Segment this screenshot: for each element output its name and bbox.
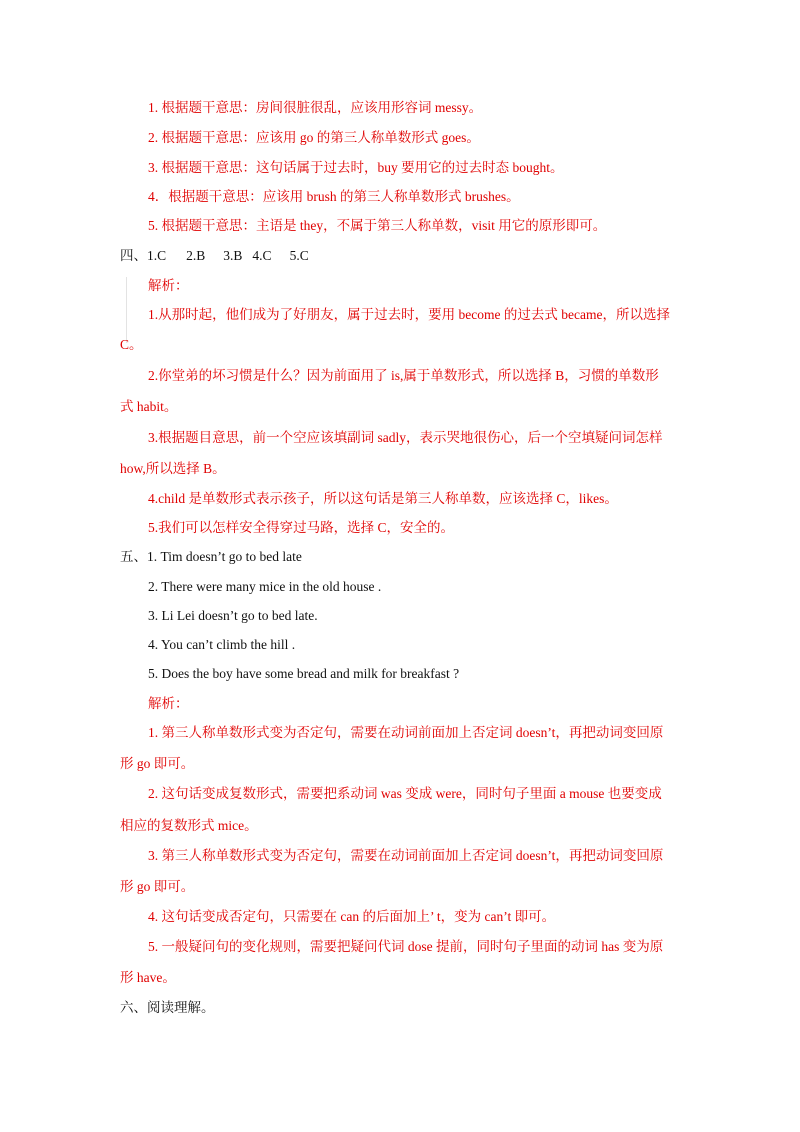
s5-answer-2: 2. There were many mice in the old house . <box>148 579 382 594</box>
s5-note-2-line1: 2. 这句话变成复数形式，需要把系动词 was 变成 were，同时句子里面 a mouse 也要变成 <box>148 786 662 801</box>
s4-answer-5: 5.C <box>289 248 309 263</box>
s4-note-2-line1: 2.你堂弟的坏习惯是什么？因为前面用了 is,属于单数形式，所以选择 B，习惯的单数形 <box>148 368 659 383</box>
s4-note-3-line1: 3.根据题目意思，前一个空应该填副词 sadly，表示哭地很伤心，后一个空填疑问词怎样 <box>148 430 663 445</box>
s5-analysis-label: 解析： <box>148 696 189 711</box>
s4-answer-row <box>120 246 309 266</box>
s5-answer-4: 4. You can’t climb the hill . <box>148 637 296 652</box>
s5-note-3-line1: 3. 第三人称单数形式变为否定句，需要在动词前面加上否定词 doesn’t，再把动词变回原 <box>148 848 664 863</box>
s4-note-5: 5.我们可以怎样安全得穿过马路，选择 C，安全的。 <box>148 520 455 535</box>
s3-note-5: 5. 根据题干意思：主语是 they，不属于第三人称单数，visit 用它的原形即可。 <box>148 218 607 233</box>
s4-heading: 四、 <box>120 248 147 263</box>
s5-note-5-line1: 5. 一般疑问句的变化规则，需要把疑问代词 dose 提前，同时句子里面的动词 has 变为原 <box>148 939 664 954</box>
s4-answer-1: 1.C <box>147 248 167 263</box>
s4-analysis-label: 解析： <box>148 278 189 293</box>
s4-answer-4: 4.C <box>252 248 272 263</box>
s4-note-1-line2: C。 <box>120 337 143 352</box>
s5-answer-1-row <box>120 547 302 567</box>
s5-note-2-line2: 相应的复数形式 mice。 <box>120 818 258 833</box>
s4-note-3-line2: how,所以选择 B。 <box>120 461 226 476</box>
s4-note-2-line2: 式 habit。 <box>120 399 178 414</box>
s4-answer-2: 2.B <box>186 248 206 263</box>
s4-note-1-line1: 1.从那时起，他们成为了好朋友，属于过去时，要用 become 的过去式 became，所以选择 <box>148 307 670 322</box>
s3-note-4: 4．根据题干意思：应该用 brush 的第三人称单数形式 brushes。 <box>148 189 520 204</box>
s5-note-4: 4. 这句话变成否定句，只需要在 can 的后面加上’ t，变为 can’t 即可。 <box>148 909 556 924</box>
s4-answer-3: 3.B <box>223 248 243 263</box>
s5-note-5-line2: 形 have。 <box>120 970 176 985</box>
s5-note-1-line1: 1. 第三人称单数形式变为否定句，需要在动词前面加上否定词 doesn’t，再把动词变回原 <box>148 725 664 740</box>
margin-bar <box>126 277 127 343</box>
s4-note-4: 4.child 是单数形式表示孩子，所以这句话是第三人称单数，应该选择 C，likes。 <box>148 491 618 506</box>
s3-note-2: 2. 根据题干意思：应该用 go 的第三人称单数形式 goes。 <box>148 130 480 145</box>
s5-note-1-line2: 形 go 即可。 <box>120 756 195 771</box>
s3-note-1: 1. 根据题干意思：房间很脏很乱，应该用形容词 messy。 <box>148 100 483 115</box>
s5-answer-1: 1. Tim doesn’t go to bed late <box>147 549 302 564</box>
s5-heading: 五、 <box>120 549 147 564</box>
s3-note-3: 3. 根据题干意思：这句话属于过去时，buy 要用它的过去时态 bought。 <box>148 160 564 175</box>
s5-note-3-line2: 形 go 即可。 <box>120 879 195 894</box>
s6-heading: 六、阅读理解。 <box>120 1000 215 1015</box>
s5-answer-5: 5. Does the boy have some bread and milk for breakfast ? <box>148 666 460 681</box>
s5-answer-3: 3. Li Lei doesn’t go to bed late. <box>148 608 318 623</box>
